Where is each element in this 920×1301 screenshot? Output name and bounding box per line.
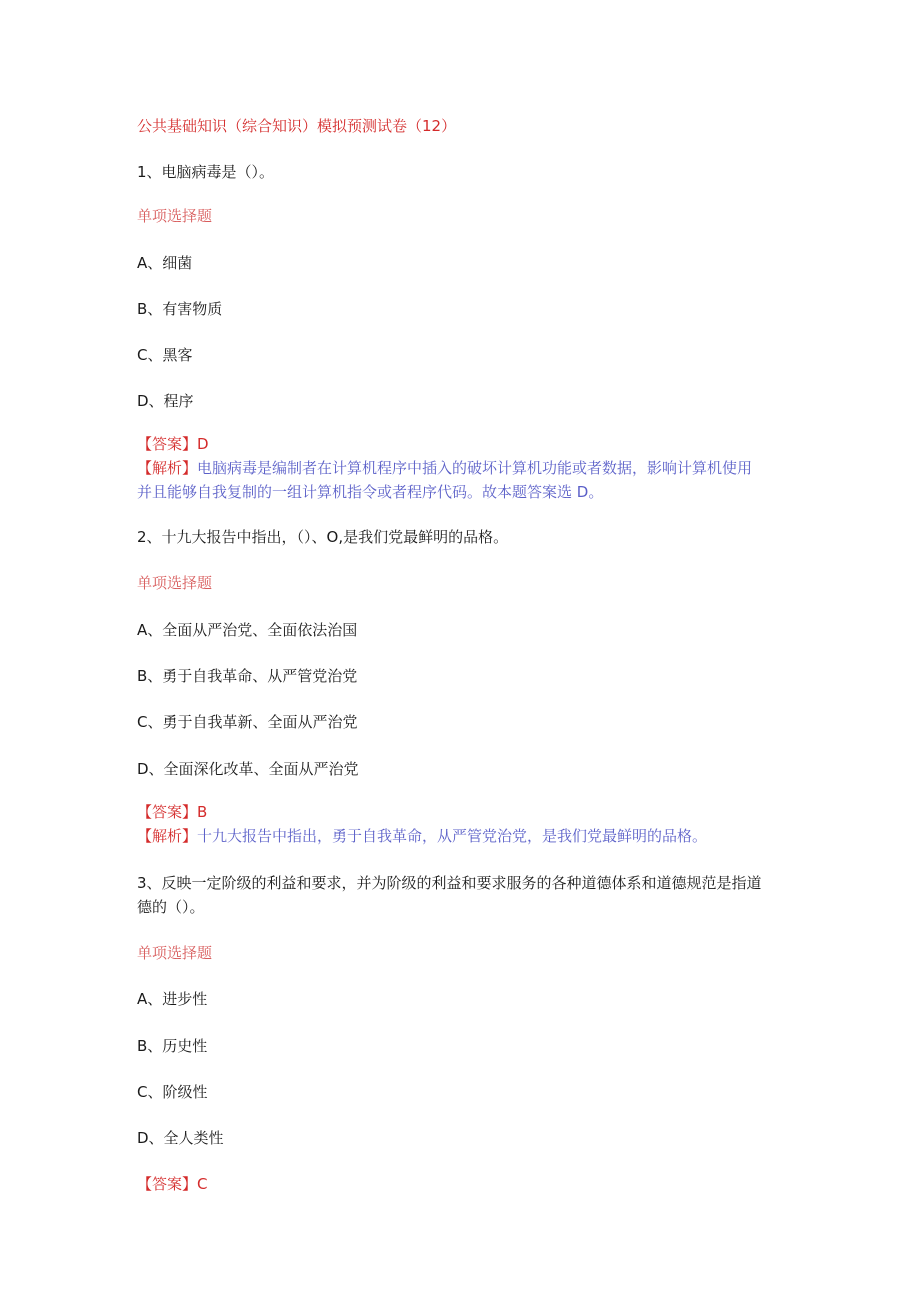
analysis-tag: 【解析】 bbox=[137, 827, 198, 845]
analysis-tag: 【解析】 bbox=[137, 459, 198, 477]
question-2-analysis-line-1 bbox=[137, 826, 707, 846]
question-1-type: 单项选择题 bbox=[137, 207, 213, 225]
question-1-option-c: C、黑客 bbox=[137, 346, 193, 364]
question-3-stem-line-1: 3、反映一定阶级的利益和要求，并为阶级的利益和要求服务的各种道德体系和道德规范是指道 bbox=[137, 874, 762, 892]
question-3-type: 单项选择题 bbox=[137, 944, 213, 962]
question-3-stem-line-2: 德的（）。 bbox=[137, 898, 205, 916]
question-3-option-d: D、全人类性 bbox=[137, 1129, 224, 1147]
answer-tag: 【答案】 bbox=[137, 435, 198, 453]
question-1-answer bbox=[137, 434, 209, 454]
question-3-option-b: B、历史性 bbox=[137, 1037, 208, 1055]
question-2-option-d: D、全面深化改革、全面从严治党 bbox=[137, 760, 359, 778]
analysis-text: 十九大报告中指出，勇于自我革命，从严管党治党，是我们党最鲜明的品格。 bbox=[197, 827, 708, 845]
question-1-analysis-line-1 bbox=[137, 458, 752, 478]
question-2-stem: 2、十九大报告中指出，（）、O,是我们党最鲜明的品格。 bbox=[137, 528, 509, 546]
question-3-option-c: C、阶级性 bbox=[137, 1083, 208, 1101]
question-1-stem: 1、电脑病毒是（）。 bbox=[137, 163, 275, 181]
analysis-text: 电脑病毒是编制者在计算机程序中插入的破坏计算机功能或者数据，影响计算机使用 bbox=[197, 459, 753, 477]
answer-value: C bbox=[197, 1175, 208, 1193]
answer-tag: 【答案】 bbox=[137, 803, 198, 821]
answer-value: D bbox=[197, 435, 209, 453]
question-1-option-b: B、有害物质 bbox=[137, 300, 223, 318]
question-1-option-a: A、细菌 bbox=[137, 254, 193, 272]
question-1-option-d: D、程序 bbox=[137, 392, 194, 410]
question-2-type: 单项选择题 bbox=[137, 574, 213, 592]
question-2-option-b: B、勇于自我革命、从严管党治党 bbox=[137, 667, 358, 685]
question-3-option-a: A、进步性 bbox=[137, 990, 208, 1008]
question-2-answer bbox=[137, 802, 207, 822]
answer-value: B bbox=[197, 803, 208, 821]
answer-tag: 【答案】 bbox=[137, 1175, 198, 1193]
question-1-analysis-line-2: 并且能够自我复制的一组计算机指令或者程序代码。故本题答案选 D。 bbox=[137, 483, 604, 501]
question-2-option-c: C、勇于自我革新、全面从严治党 bbox=[137, 713, 358, 731]
question-3-answer bbox=[137, 1174, 208, 1194]
question-2-option-a: A、全面从严治党、全面依法治国 bbox=[137, 621, 358, 639]
document-title: 公共基础知识（综合知识）模拟预测试卷（12） bbox=[137, 117, 457, 135]
